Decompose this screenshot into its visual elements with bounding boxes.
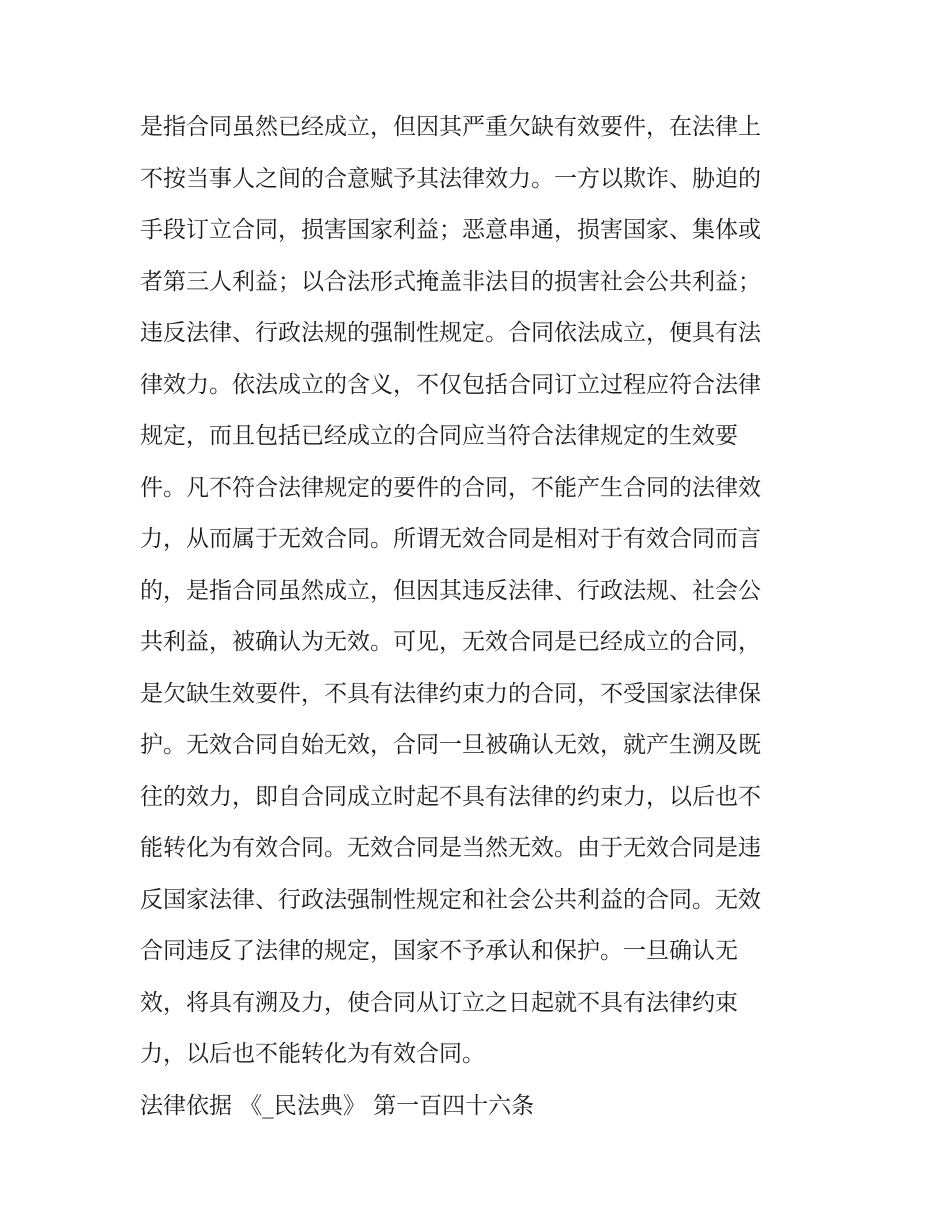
text-line: 护。无效合同自始无效，合同一旦被确认无效，就产生溯及既	[140, 732, 761, 758]
legal-basis: 法律依据 《_民法典》 第一百四十六条	[140, 1092, 535, 1119]
text-line: 律效力。依法成立的含义，不仅包括合同订立过程应符合法律	[140, 371, 761, 398]
text-line: 是欠缺生效要件，不具有法律约束力的合同，不受国家法律保	[140, 680, 761, 707]
text-line: 力，以后也不能转化为有效合同。	[140, 1041, 485, 1067]
text-line: 不按当事人之间的合意赋予其法律效力。一方以欺诈、胁迫的	[140, 165, 761, 192]
text-line: 力，从而属于无效合同。所谓无效合同是相对于有效合同而言	[140, 526, 761, 552]
text-line: 效，将具有溯及力，使合同从订立之日起就不具有法律约束	[140, 989, 738, 1016]
text-line: 是指合同虽然已经成立，但因其严重欠缺有效要件，在法律上	[140, 114, 761, 140]
text-line: 手段订立合同，损害国家利益；恶意串通，损害国家、集体或	[140, 217, 761, 243]
text-line: 件。凡不符合法律规定的要件的合同，不能产生合同的法律效	[140, 474, 761, 501]
text-line: 违反法律、行政法规的强制性规定。合同依法成立，便具有法	[140, 320, 761, 346]
text-line: 往的效力，即自合同成立时起不具有法律的约束力，以后也不	[140, 783, 761, 810]
document-body	[140, 102, 830, 1132]
text-line: 共利益，被确认为无效。可见，无效合同是已经成立的合同，	[140, 629, 761, 655]
text-line: 反国家法律、行政法强制性规定和社会公共利益的合同。无效	[140, 886, 761, 913]
text-line: 规定，而且包括已经成立的合同应当符合法律规定的生效要	[140, 423, 738, 449]
text-line: 能转化为有效合同。无效合同是当然无效。由于无效合同是违	[140, 835, 761, 861]
text-line: 合同违反了法律的规定，国家不予承认和保护。一旦确认无	[140, 938, 738, 964]
text-line: 的，是指合同虽然成立，但因其违反法律、行政法规、社会公	[140, 577, 761, 604]
text-line: 者第三人利益；以合法形式掩盖非法目的损害社会公共利益；	[140, 268, 761, 295]
